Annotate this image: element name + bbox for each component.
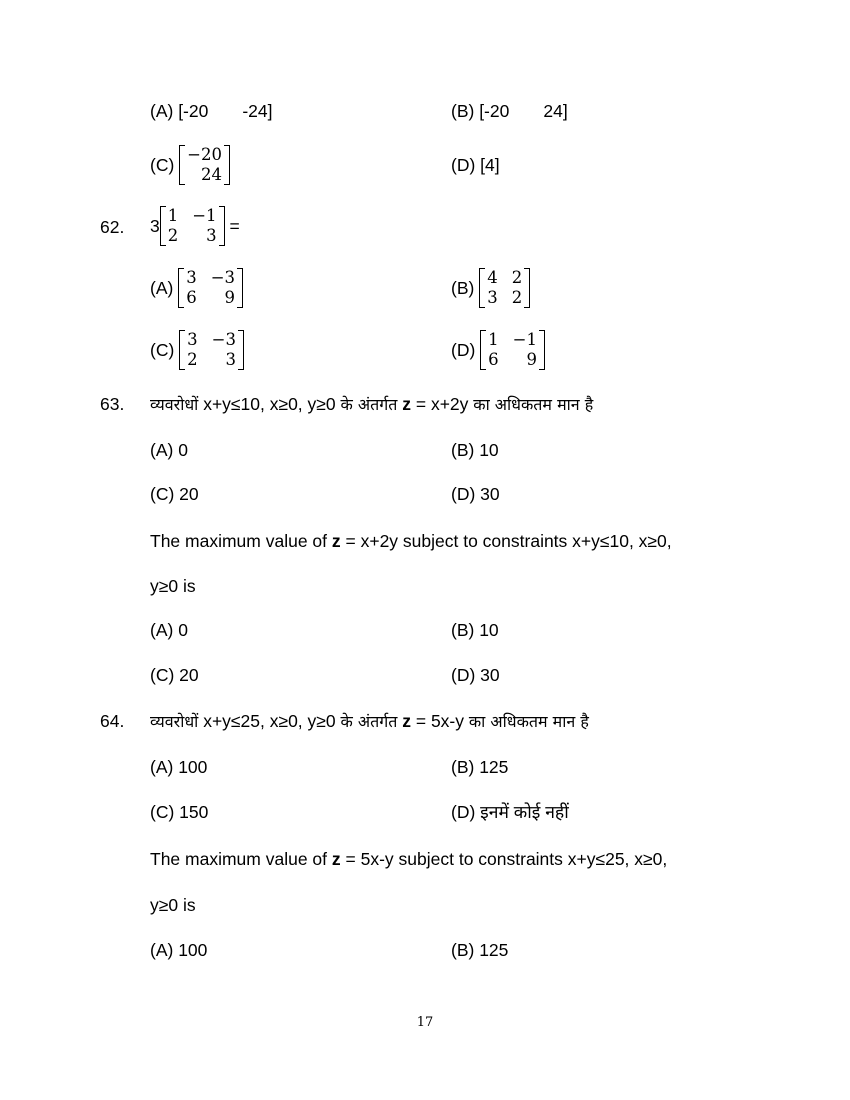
q63-hindi-option-c: (C) 20 bbox=[150, 484, 199, 504]
question-number: 63. bbox=[100, 394, 125, 414]
q64-hindi-option-c: (C) 150 bbox=[150, 802, 209, 822]
q64-question-hindi: व्यवरोधों x+y≤25, x≥0, y≥0 के अंतर्गत z = 5x-y का अधिकतम मान है bbox=[150, 711, 589, 731]
matrix: 4 2 3 2 bbox=[479, 268, 530, 308]
q64-hindi-option-d: (D) इनमें कोई नहीं bbox=[451, 802, 569, 822]
q63-hindi-option-d: (D) 30 bbox=[451, 484, 500, 504]
page-number: 17 bbox=[416, 1015, 434, 1030]
matrix: 3 −3 6 9 bbox=[178, 268, 243, 308]
q63-question-english: The maximum value of z = x+2y subject to constraints x+y≤10, x≥0, bbox=[150, 531, 672, 551]
q63-english-option-d: (D) 30 bbox=[451, 665, 500, 685]
q64-english-option-b: (B) 125 bbox=[451, 940, 509, 960]
q63-english-option-b: (B) 10 bbox=[451, 620, 499, 640]
q62-option-a: (A) 3 −3 6 9 bbox=[150, 268, 243, 308]
q63-question-hindi: व्यवरोधों x+y≤10, x≥0, y≥0 के अंतर्गत z = x+2y का अधिकतम मान है bbox=[150, 394, 594, 414]
q64-hindi-option-b: (B) 125 bbox=[451, 757, 509, 777]
matrix: 1 −1 6 9 bbox=[480, 330, 545, 370]
q63-english-option-a: (A) 0 bbox=[150, 620, 188, 640]
q63-question-english-line2: y≥0 is bbox=[150, 576, 196, 596]
matrix: 1 −1 2 3 bbox=[160, 206, 225, 246]
q63-hindi-option-b: (B) 10 bbox=[451, 440, 499, 460]
q64-question-english: The maximum value of z = 5x-y subject to constraints x+y≤25, x≥0, bbox=[150, 849, 668, 869]
matrix: −20 24 bbox=[179, 145, 230, 185]
q63-english-option-c: (C) 20 bbox=[150, 665, 199, 685]
q64-hindi-option-a: (A) 100 bbox=[150, 757, 208, 777]
q62-option-c: (C) 3 −3 2 3 bbox=[150, 330, 244, 370]
q61-option-d: (D) [4] bbox=[451, 155, 500, 175]
q61-option-a: (A) [-20 -24] bbox=[150, 101, 273, 121]
q64-english-option-a: (A) 100 bbox=[150, 940, 208, 960]
matrix: 3 −3 2 3 bbox=[179, 330, 244, 370]
q62-option-d: (D) 1 −1 6 9 bbox=[451, 330, 545, 370]
q64-question-english-line2: y≥0 is bbox=[150, 895, 196, 915]
question-number: 64. bbox=[100, 711, 125, 731]
q63-hindi-option-a: (A) 0 bbox=[150, 440, 188, 460]
q61-option-c: (C) −20 24 bbox=[150, 145, 230, 185]
q62-question: 3 1 −1 2 3 = bbox=[150, 206, 240, 245]
q61-option-b: (B) [-20 24] bbox=[451, 101, 568, 121]
q62-option-b: (B) 4 2 3 2 bbox=[451, 268, 530, 308]
question-number: 62. bbox=[100, 217, 125, 237]
